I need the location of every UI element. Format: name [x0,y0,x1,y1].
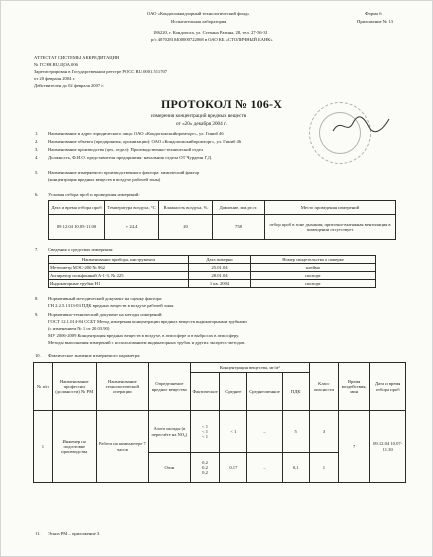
item-4-number: 4. [35,155,39,160]
meas-row-no: 1 [34,411,53,483]
instrument-cert: паспорт [251,272,376,280]
instrument-name: Аспиратор сильфонный А-1-3, № 225 [49,272,189,280]
meas-header-pdk: ПДК [282,373,309,411]
item-9-line-3: (с изменением № 1 от 20.03.90) [48,326,110,331]
item-9-line-2: ГОСТ 12.1.014-84 ССБТ Метод измерения концентрации вредных веществ индикаторными трубками [48,319,247,324]
conditions-header-place: Место проведения измерений [265,201,396,215]
instrument-name: Метеометр МЭС-200 № 962 [49,264,189,272]
meas-header-concentration: Концентрация вещества, мг/м³ [190,363,309,373]
item-7-number: 7. [35,247,39,252]
item-1-text: Наименование и адрес юридического лица: ОАО «Кондопожскийпромторг», ул. Гиниб 46 [48,131,224,136]
meas-row-hazard: 1 [309,453,338,483]
item-1-number: 1. [35,131,39,136]
meas-header-substance: Определяемое вредное вещество [148,363,190,411]
item-10-number: 10. [35,353,41,358]
meas-header-fact: Фактическое [190,373,219,411]
item-9-line-1: Нормативно-технический документ на методы измерений: [48,312,163,317]
meas-header-se: Среднесменное [247,373,282,411]
signature [331,113,391,137]
protocol-date: от «20» декабря 2004 г. [176,121,227,127]
instrument-date: 28.01.04 [189,272,251,280]
meas-fact-value: < 1 [202,434,209,440]
conditions-table [48,200,396,240]
meas-row-substance: Азота оксиды (в пересчёте на NO₂) [148,411,190,453]
item-8-number: 8. [35,296,39,301]
accreditation-line-2: № ГСЭН.RU.ЦОА.006 [34,62,78,67]
item-6-title: Условия отбора проб и проведения измерений: [48,192,140,197]
item-9-line-5: Методы выполнения измерений с использованием индикаторных трубок и других экспресс-методов. [48,340,246,345]
meas-fact-value: 0,2 [202,470,208,476]
item-9-number: 9. [35,312,39,317]
conditions-header-datetime: Дата и время отбора проб [49,201,105,215]
instruments-header-name: Наименование прибора, инструмента [49,256,189,264]
meas-row-fact [190,411,219,453]
meas-row-avg: < 1 [220,411,247,453]
meas-header-workplace: Наименование профессии (должности) № РМ [52,363,96,411]
meas-header-no: № п/п [34,363,53,411]
item-8-line-1: Нормативный методический документ на оценку фактора: [48,296,163,301]
item-10-title: Фактическое значение измеряемого параметра: [48,353,141,358]
conditions-header-temp: Температура воздуха, °С [105,201,159,215]
appendix-label: Приложение № 13 [357,19,393,24]
meas-fact-value: < 1 [202,428,209,434]
protocol-subtitle: измерения концентраций вредных веществ [151,113,247,119]
item-5-line-1: Наименование измеряемого производственного фактора: химический фактор [48,170,200,175]
item-9-line-4: МУ 2006-2009 Концентрация вредных веществ в воздухе, в атмосфере и в выбросах в атмосферу. [48,333,240,338]
instrument-name: Индикаторные трубки Н1 [49,280,189,288]
meas-row-pdk: 0,1 [282,453,309,483]
meas-header-duration: Время воздействия, мин [339,363,370,411]
conditions-header-humidity: Влажность воздуха, % [159,201,213,215]
meas-header-operation: Наименование технологической операции [96,363,148,411]
org-line-1: ОАО «Кондопожнадзорный технологический фонд» [147,11,250,16]
instrument-cert: паспорт [251,280,376,288]
meas-row-avg: 0,17 [220,453,247,483]
meas-fact-value: < 1 [202,423,209,429]
accreditation-line-3: Зарегистрирован в Государственном реестре РОСС RU.0001.511707 [34,69,168,74]
conditions-humidity: 20 [159,215,213,240]
item-2-number: 2. [35,139,39,144]
accreditation-line-5: Действителен до 02 февраля 2007 г. [34,83,104,88]
conditions-datetime: 09.12.04 10.05-11.00 [49,215,105,240]
meas-fact-value: 0,2 [202,464,208,470]
meas-row-workplace: Инженер по подготовке производства [52,411,96,483]
meas-row-se: – [247,453,282,483]
instruments-header-cert: Номер свидетельства о поверке [251,256,376,264]
conditions-pressure: 758 [213,215,265,240]
address-line-2: р/с 40702810400000722068 в ОАО КБ «СТОЛИЧНЫЙ БАНК» [151,37,273,42]
protocol-title: ПРОТОКОЛ № 106-Х [161,97,283,111]
meas-row-duration: 7 [339,411,370,483]
meas-row-pdk: 5 [282,411,309,453]
item-7-title: Сведения о средствах измерения: [48,247,114,252]
accreditation-line-1: АТТЕСТАТ СИСТЕМЫ АККРЕДИТАЦИИ [34,55,120,60]
item-6-number: 6. [35,192,39,197]
meas-row-date: 09.12.04 10.07-11.30 [370,411,406,483]
instruments-table [48,255,376,288]
item-11-number: 11. [35,531,41,536]
conditions-header-pressure: Давление, мм.рт.ст. [213,201,265,215]
instrument-date: 25.01.04 [189,264,251,272]
item-4-text: Должность, Ф.И.О. представителя предприятия: начальник отдела ОТ Чурдеин Г.Д. [48,155,213,160]
accreditation-line-4: от 20 февраля 2004 г. [34,76,76,81]
instrument-date: 1 кв. 2004 [189,280,251,288]
meas-row-fact [190,453,219,483]
item-3-text: Наименование производства (цех, отдел): Производственно-технический отдел [48,147,204,152]
meas-header-avg: Среднее [220,373,247,411]
meas-row-operation: Работа на компьютере 7 часов [96,411,148,483]
address-line-1: 186220, г. Кондопога, ул. Степана Разина, 28, тел. 27-56-31 [153,30,268,35]
meas-row-substance: Озон [148,453,190,483]
conditions-place: отбор проб в зоне дыхания; приточно-вытяжная вентиляция в помещении отсутствует [265,215,396,240]
org-line-2: Испытательная лаборатория [171,19,227,24]
item-3-number: 3. [35,147,39,152]
form-label: Форма 6 [365,11,382,16]
meas-header-date: Дата и время отбора проб [370,363,406,411]
item-8-line-2: ГН 2.2.5.1313-03 ПДК вредных веществ в воздухе рабочей зоны [48,303,174,308]
measurements-table [33,362,406,483]
item-11-text: Эскиз РМ – приложение 3. [48,531,101,536]
meas-header-hazard: Класс опасности [309,363,338,411]
item-2-text: Наименование объекта (предприятия, организации): ОАО «Кондопожскийпромторг», ул. Гиниб 46 [48,139,242,144]
meas-row-se: – [247,411,282,453]
instrument-cert: клеймо [251,264,376,272]
item-5-line-2: (концентрация вредных веществ в воздухе рабочей зоны) [48,177,161,182]
meas-fact-value: 0,2 [202,459,208,465]
item-5-number: 5. [35,170,39,175]
conditions-temp: + 24,4 [105,215,159,240]
meas-row-hazard: 3 [309,411,338,453]
instruments-header-date: Дата поверки [189,256,251,264]
